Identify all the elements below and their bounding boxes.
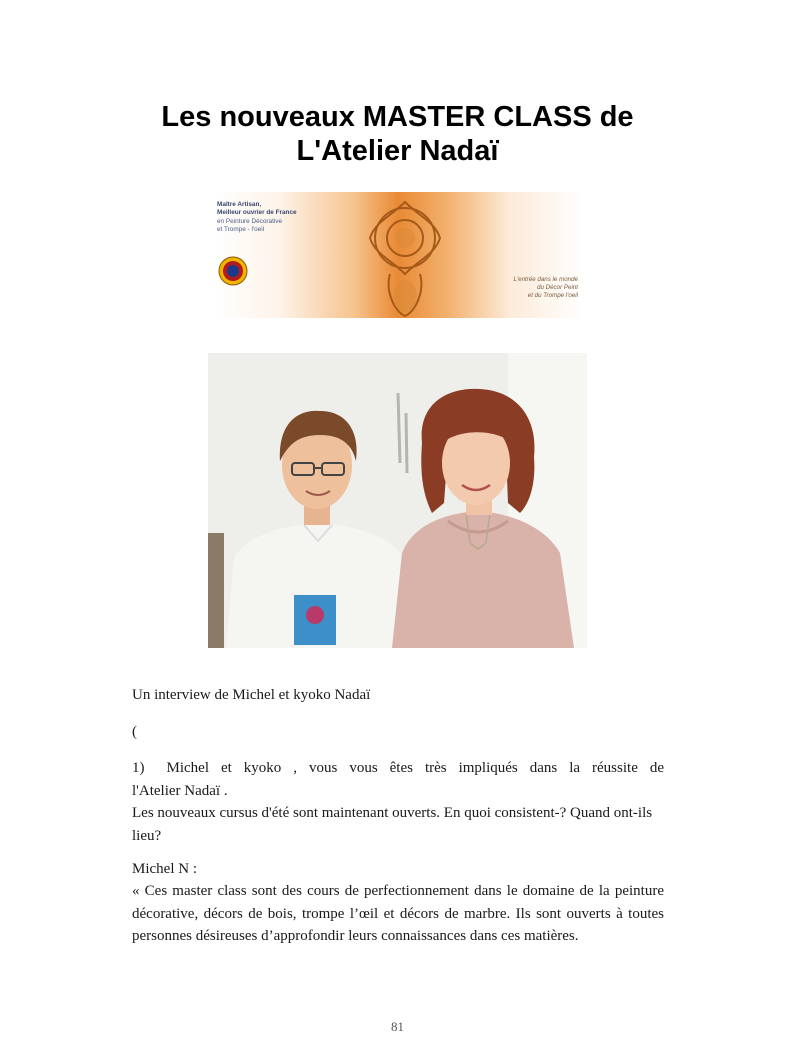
interview-intro: Un interview de Michel et kyoko Nadaï <box>132 687 371 703</box>
question-1-part-2: l'Atelier Nadaï . <box>132 782 228 799</box>
open-parenthesis: ( <box>132 724 137 740</box>
portrait-photo <box>208 353 587 648</box>
banner-right-3: et du Trompe l'oeil <box>527 292 578 299</box>
banner-right-1: L'entrée dans le monde <box>513 276 578 283</box>
page-number: 81 <box>391 1019 404 1034</box>
answer-paragraph: « Ces master class sont des cours de perfectionnement dans le domaine de la peinture décorative, décors de bois, trompe l’œil et décors de marbre. Ils sont ouverts à toutes personnes désireuses d’approfondir leurs connaissances dans ces matières. <box>132 883 664 944</box>
question-1-line-3: Les nouveaux cursus d'été sont maintenant ouverts. En quoi consistent-? Quand ont-ils lieu? <box>132 805 653 844</box>
banner-line-1: Maître Artisan, <box>217 201 262 208</box>
page-title <box>0 100 795 168</box>
question-1 <box>132 757 664 847</box>
title-line-2: L'Atelier Nadaï <box>296 135 499 167</box>
atelier-banner <box>212 192 584 318</box>
banner-credentials <box>217 201 297 235</box>
banner-line-2: Meilleur ouvrier de France <box>217 209 297 217</box>
question-1-first-line <box>132 757 664 780</box>
mof-seal-logo <box>218 256 248 286</box>
question-number: 1) <box>132 760 145 776</box>
banner-line-3: en Peinture Décorative <box>217 217 283 225</box>
title-line-1: Les nouveaux MASTER CLASS de <box>161 101 634 133</box>
banner-right-2: du Décor Peint <box>537 284 578 291</box>
banner-line-4: et Trompe - l'oeil <box>217 226 265 234</box>
ornament-icon <box>350 192 460 318</box>
question-1-part-1: Michel et kyoko , vous vous êtes très impliqués dans la réussite de <box>166 760 664 776</box>
speaker-label: Michel N : <box>132 861 197 877</box>
banner-tagline <box>514 276 578 300</box>
